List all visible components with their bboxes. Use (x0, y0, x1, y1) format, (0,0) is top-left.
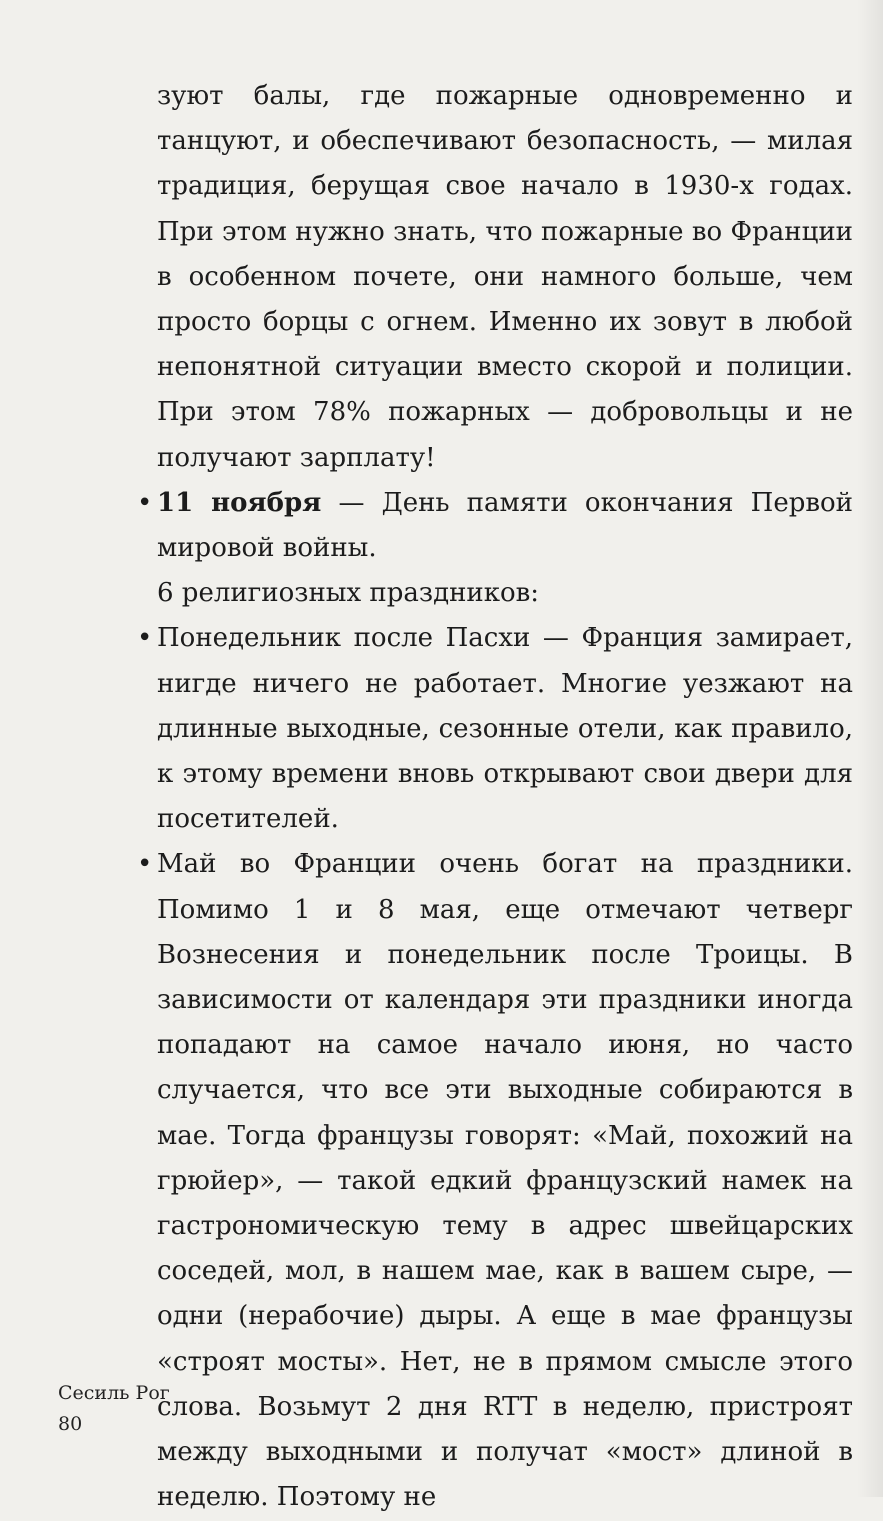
page-edge-shadow (857, 0, 883, 1497)
bullet-may-holidays (137, 842, 853, 1520)
page-body (137, 74, 853, 1521)
bullet-november-11 (137, 481, 853, 571)
page-number: 80 (58, 1413, 83, 1435)
religious-holidays-heading: 6 религиозных праздников: (157, 578, 540, 609)
footer-author: Сесиль Рог (58, 1382, 170, 1404)
bullet-easter-text: Понедельник после Пасхи — Франция замирает, нигде ничего не работает. Многие уезжают на длинные выходные, сезонные отели, как правило, к этому времени вновь открывают свои двери для посетителей. (157, 623, 853, 835)
bullet-easter-monday (137, 616, 853, 842)
paragraph-firefighters: зуют балы, где пожарные одновременно и танцуют, и обеспечивают безопасность, — милая традиция, берущая свое начало в 1930-х годах. При этом нужно знать, что пожарные во Франции в особенном почете, они намного больше, чем просто борцы с огнем. Именно их зовут в любой непонятной ситуации вместо скорой и полиции. При этом 78% пожарных — добровольцы и не получают зарплату! (157, 81, 853, 473)
bullet-date-nov-11: 11 ноября (157, 487, 322, 518)
bullet-mark: • (137, 623, 153, 654)
bullet-may-text: Май во Франции очень богат на праздники. Помимо 1 и 8 мая, еще отмечают четверг Вознесения и понедельник после Троицы. В зависимости от календаря эти праздники иногда попадают на самое начало июня, но часто случается, что все эти выходные собираются в мае. Тогда французы говорят: «Май, похожий на грюйер», — такой едкий французский намек на гастрономическую тему в адрес швейцарских соседей, мол, в нашем мае, как в вашем сыре, — одни (нерабочие) дыры. А еще в мае французы «строят мосты». Нет, не в прямом смысле этого слова. Возьмут 2 дня RTT в неделю, пристроят между выходными и получат «мост» длиной в неделю. Поэтому не (157, 849, 853, 1513)
bullet-mark: • (137, 849, 153, 880)
bullet-mark: • (137, 487, 153, 518)
bullet-nov-11-text: — День памяти окончания Первой мировой войны. (157, 487, 853, 564)
